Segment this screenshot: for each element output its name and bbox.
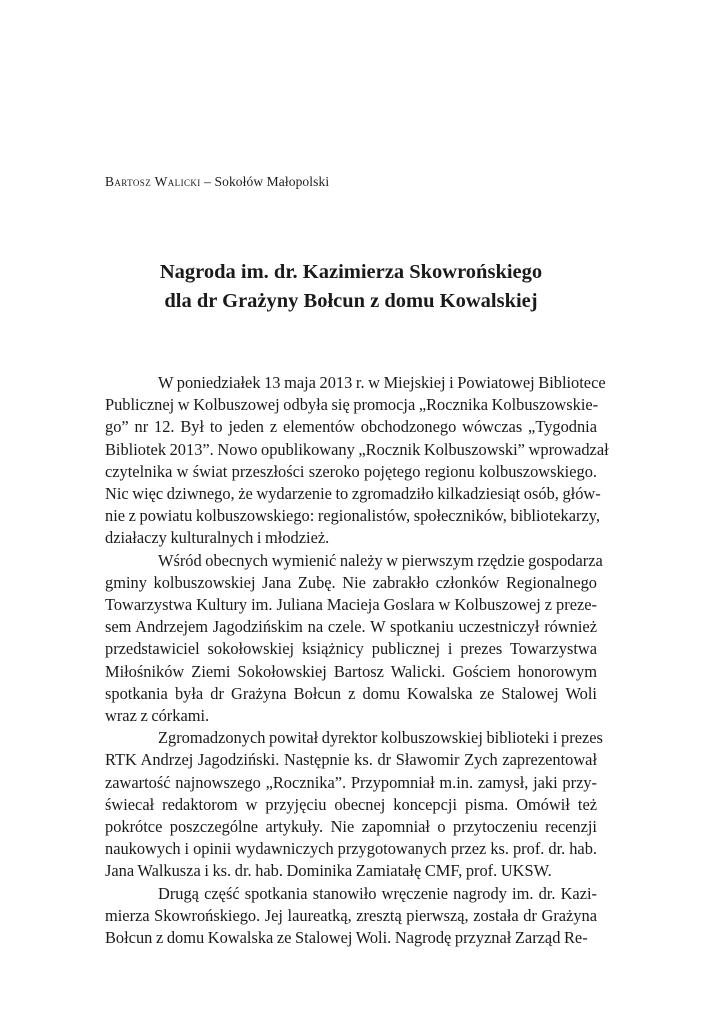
paragraph-line: czytelnika w świat przeszłości szeroko pojętego regionu kolbuszowskiego. [105,461,597,481]
paragraph [105,883,597,950]
paragraph-line: działaczy kulturalnych i młodzież. [105,528,330,548]
paragraph-line: go” nr 12. Był to jeden z elementów obchodzonego wówczas „Tygodnia [105,417,597,437]
paragraph-line: Towarzystwa Kultury im. Juliana Macieja Goslara w Kolbuszowej z preze- [105,595,597,615]
paragraph-line: W poniedziałek 13 maja 2013 r. w Miejskiej i Powiatowej Bibliotece [158,373,606,392]
paragraph-line: gminy kolbuszowskiej Jana Zubę. Nie zabrakło członków Regionalnego [105,572,597,592]
paragraph-line: RTK Andrzej Jagodziński. Następnie ks. dr Sławomir Zych zaprezentował [105,750,597,770]
paragraph-line: zawartość najnowszego „Rocznika”. Przypomniał m.in. zamysł, jaki przy- [105,772,597,792]
paragraph-line: Wśród obecnych wymienić należy w pierwszym rzędzie gospodarza [158,550,603,570]
paragraph-line: mierza Skowrońskiego. Jej laureatką, zresztą pierwszą, została dr Grażyna [105,905,597,925]
article-title-line-1: Nagroda im. dr. Kazimierza Skowrońskiego [159,261,543,283]
article-body [105,372,609,949]
paragraph-line: nie z powiatu kolbuszowskiego: regionalistów, społeczników, bibliotekarzy, [105,506,600,526]
paragraph [105,727,603,882]
paragraph [105,550,603,728]
paragraph-line: sem Andrzejem Jagodzińskim na czele. W spotkaniu uczestniczył również [105,617,597,637]
paragraph-line: Publicznej w Kolbuszowej odbyła się promocja „Rocznika Kolbuszowskie- [105,395,599,415]
running-head [105,174,329,190]
running-head-place: Sokołów Małopolski [214,174,330,189]
paragraph-line: Nic więc dziwnego, że wydarzenie to zgromadziło kilkadziesiąt osób, głów- [105,484,601,504]
article-title [105,258,597,316]
running-head-author: Bartosz Walicki [105,174,201,189]
paragraph-line: Drugą część spotkania stanowiło wręczenie nagrody im. dr. Kazi- [158,883,597,903]
paragraph-line: naukowych i opinii wydawniczych przygotowanych przez ks. prof. dr. hab. [105,839,597,859]
paragraph-line: Bibliotek 2013”. Nowo opublikowany „Rocznik Kolbuszowski” wprowadzał [105,439,609,459]
article-title-line-2: dla dr Grażyny Bołcun z domu Kowalskiej [164,290,538,312]
paragraph-line: spotkania była dr Grażyna Bołcun z domu Kowalska ze Stalowej Woli [105,683,597,703]
paragraph-line: przedstawiciel sokołowskiej książnicy publicznej i prezes Towarzystwa [105,639,597,659]
paragraph [105,372,609,550]
paragraph-line: Bołcun z domu Kowalska ze Stalowej Woli. Nagrodę przyznał Zarząd Re- [105,928,588,948]
paragraph-line: Miłośników Ziemi Sokołowskiej Bartosz Walicki. Gościem honorowym [105,661,597,681]
paragraph-line: Jana Walkusza i ks. dr. hab. Dominika Zamiatałę CMF, prof. UKSW. [105,861,552,881]
paragraph-line: Zgromadzonych powitał dyrektor kolbuszowskiej biblioteki i prezes [158,728,603,748]
paragraph-line: świecał redaktorom w przyjęciu obecnej koncepcji pisma. Omówił też [105,794,597,814]
paragraph-line: wraz z córkami. [105,706,210,726]
paragraph-line: pokrótce poszczególne artykuły. Nie zapomniał o przytoczeniu recenzji [105,817,597,837]
running-head-separator: – [200,174,215,189]
